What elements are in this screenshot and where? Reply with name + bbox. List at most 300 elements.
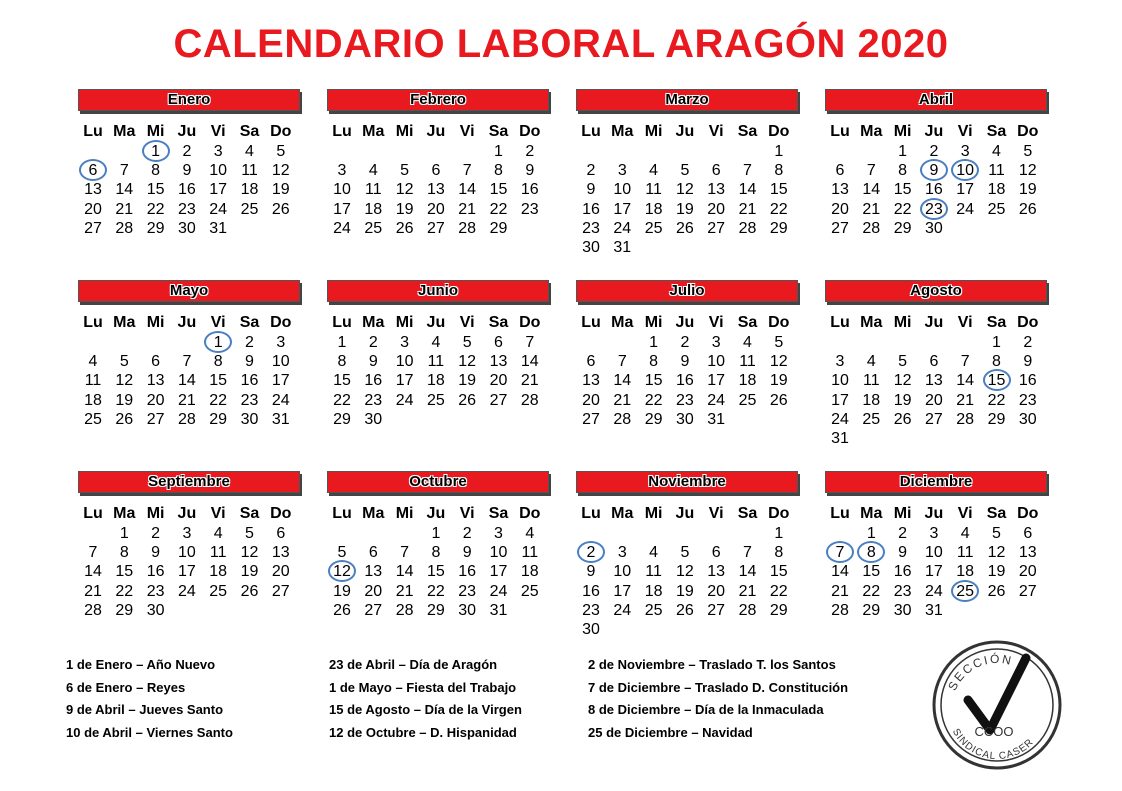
day-number: 30 [893,601,912,619]
day-number: 11 [739,353,756,371]
day-number: 8 [119,544,129,562]
holiday-item: 1 de Enero – Año Nuevo [66,657,216,672]
month-octubre [327,471,549,651]
weekday-label: Sa [986,314,1007,331]
day-number: 3 [617,162,627,180]
weekday-label: Mi [395,123,414,140]
day-number: 21 [115,200,134,218]
day-number: 22 [426,582,445,600]
month-name: Diciembre [899,473,973,490]
day-number: 14 [738,563,757,581]
day-number: 23 [893,582,912,600]
day-number: 22 [489,200,508,218]
day-number: 23 [364,391,383,409]
day-number: 5 [774,334,784,351]
day-number: 24 [956,200,975,218]
day-number: 4 [960,525,970,542]
day-number: 5 [400,162,410,180]
weekday-label: Mi [893,123,912,140]
day-number: 3 [960,143,970,160]
day-number: 25 [209,582,228,600]
day-number: 29 [115,601,134,619]
day-number: 1 [337,334,347,351]
weekday-label: Mi [644,123,663,140]
day-number: 2 [245,334,254,351]
day-number: 12 [893,372,912,390]
day-number: 17 [613,200,632,218]
day-number: 21 [738,200,757,218]
day-number: 28 [831,601,849,619]
weekday-label: Mi [893,505,912,522]
day-number: 8 [649,353,659,371]
holiday-item: 15 de Agosto – Día de la Virgen [329,702,522,717]
day-number: 7 [960,353,970,371]
month-marzo [576,89,798,269]
month-header [576,89,798,111]
weekday-label: Lu [332,505,352,522]
weekday-label: Sa [488,314,509,331]
day-number: 16 [520,181,539,199]
month-name: Septiembre [148,473,230,490]
day-number: 7 [88,544,98,562]
weekday-label: Ma [113,123,136,140]
day-number: 2 [586,544,596,562]
day-number: 9 [182,162,192,180]
day-number: 1 [431,525,441,542]
month-header [825,89,1047,111]
holiday-item: 7 de Diciembre – Traslado D. Constitución [588,679,849,695]
day-number: 15 [489,181,508,199]
day-number: 9 [368,353,378,371]
month-header [576,471,798,493]
month-mayo [78,280,300,460]
day-number: 29 [769,219,788,237]
day-number: 21 [395,582,414,600]
weekday-label: Vi [459,505,475,522]
month-febrero [327,89,549,269]
day-number: 19 [333,582,351,600]
day-number: 29 [426,601,445,619]
day-number: 19 [769,372,788,390]
weekday-label: Do [768,123,790,140]
weekday-label: Lu [581,123,601,140]
day-number: 19 [395,200,414,218]
day-number: 23 [1018,391,1037,409]
day-number: 13 [146,372,165,390]
day-number: 25 [956,582,975,600]
day-number: 19 [240,563,259,581]
day-number: 21 [520,372,539,390]
day-number: 10 [333,181,351,199]
day-number: 13 [1018,544,1037,562]
day-number: 6 [1023,525,1033,542]
day-number: 22 [333,391,351,409]
day-number: 26 [240,582,259,600]
day-number: 15 [987,372,1006,390]
day-number: 13 [271,544,290,562]
day-number: 30 [582,239,600,256]
day-number: 8 [337,353,347,371]
day-number: 18 [426,372,445,390]
day-number: 1 [119,525,129,542]
day-number: 23 [177,200,196,218]
day-number: 17 [707,372,726,390]
weekday-label: Ju [426,314,446,331]
day-number: 30 [458,601,477,619]
weekday-label: Do [768,314,790,331]
day-number: 17 [489,563,508,581]
day-number: 6 [151,353,161,371]
holiday-item: 1 de Mayo – Fiesta del Trabajo [329,679,517,695]
day-number: 11 [427,353,445,371]
day-number: 25 [364,219,383,237]
day-number: 29 [489,219,508,237]
day-number: 13 [84,181,102,199]
day-number: 20 [84,200,102,218]
day-number: 18 [987,181,1006,199]
month-name: Junio [418,282,458,299]
month-header [327,89,549,111]
weekday-label: Mi [644,505,663,522]
day-number: 26 [675,601,694,619]
day-number: 5 [276,143,286,160]
month-septiembre [78,471,300,651]
day-number: 19 [271,181,290,199]
weekday-label: Ju [924,314,944,331]
day-number: 27 [924,410,943,428]
day-number: 28 [115,219,134,237]
day-number: 14 [395,563,414,581]
day-number: 14 [458,181,477,199]
day-number: 28 [956,410,975,428]
day-number: 12 [271,162,290,180]
month-name: Abril [918,91,954,108]
holiday-item: 12 de Octubre – D. Hispanidad [329,724,517,740]
day-number: 25 [426,391,445,409]
day-number: 19 [893,391,912,409]
day-number: 28 [520,391,539,409]
day-number: 5 [898,353,908,371]
day-number: 28 [738,601,757,619]
day-number: 21 [831,582,849,600]
day-number: 13 [426,181,445,199]
day-number: 6 [586,353,596,371]
day-number: 30 [675,410,694,428]
day-number: 29 [209,410,228,428]
day-number: 25 [862,410,881,428]
day-number: 22 [987,391,1006,409]
day-number: 8 [151,162,161,180]
holiday-item: 23 de Abril – Día de Aragón [329,657,498,672]
month-header [78,471,300,493]
day-number: 20 [707,200,726,218]
day-number: 10 [489,544,508,562]
day-number: 16 [1018,372,1037,390]
weekday-label: Sa [239,123,260,140]
day-number: 5 [119,353,129,371]
day-number: 9 [1023,353,1033,371]
day-number: 3 [182,525,192,542]
month-header [825,471,1047,493]
day-number: 27 [84,219,102,237]
month-name: Febrero [410,91,466,108]
day-number: 23 [240,391,259,409]
day-number: 24 [395,391,414,409]
weekday-label: Ju [924,123,944,140]
day-number: 17 [333,200,351,218]
weekday-label: Ma [611,505,634,522]
weekday-label: Vi [708,123,724,140]
day-number: 9 [680,353,690,371]
weekday-label: Lu [830,505,850,522]
day-number: 14 [177,372,196,390]
day-number: 16 [582,200,600,218]
weekday-label: Vi [708,505,724,522]
month-abril [825,89,1047,269]
weekday-label: Mi [146,123,165,140]
day-number: 2 [1023,334,1033,351]
day-number: 2 [182,143,192,160]
day-number: 13 [924,372,943,390]
day-number: 22 [769,582,788,600]
weekday-label: Lu [581,314,601,331]
day-number: 2 [462,525,472,542]
day-number: 13 [489,353,508,371]
day-number: 1 [774,143,784,160]
day-number: 20 [831,200,849,218]
day-number: 6 [431,162,441,180]
day-number: 26 [458,391,477,409]
day-number: 4 [525,525,535,542]
day-number: 8 [866,544,876,562]
weekday-label: Ma [611,314,634,331]
weekday-label: Ma [362,505,385,522]
day-number: 10 [613,181,632,199]
day-number: 5 [680,162,690,180]
day-number: 2 [525,143,535,160]
weekday-label: Sa [986,123,1007,140]
weekday-label: Ju [426,505,446,522]
weekday-label: Ma [362,123,385,140]
day-number: 3 [494,525,503,542]
month-name: Agosto [910,282,962,299]
day-number: 10 [831,372,849,390]
day-number: 17 [271,372,290,390]
day-number: 12 [769,353,788,371]
day-number: 3 [400,334,410,351]
weekday-label: Vi [957,123,973,140]
weekday-label: Vi [210,123,226,140]
day-number: 19 [675,200,694,218]
weekday-label: Do [1017,123,1039,140]
day-number: 11 [988,162,1005,180]
day-number: 4 [866,353,876,371]
weekday-label: Vi [708,314,724,331]
day-number: 13 [831,181,849,199]
day-number: 16 [364,372,383,390]
weekday-label: Lu [83,314,103,331]
day-number: 24 [333,219,351,237]
day-number: 29 [146,219,165,237]
day-number: 18 [520,563,539,581]
weekday-label: Do [270,505,292,522]
weekday-label: Vi [210,505,226,522]
weekday-label: Do [270,314,292,331]
day-number: 14 [956,372,975,390]
day-number: 9 [929,162,939,180]
month-name: Noviembre [648,473,726,490]
day-number: 14 [613,372,632,390]
day-number: 24 [209,200,228,218]
day-number: 10 [924,544,943,562]
day-number: 11 [84,372,102,390]
day-number: 10 [177,544,196,562]
day-number: 5 [245,525,254,542]
day-number: 12 [675,181,694,199]
weekday-label: Lu [332,314,352,331]
day-number: 3 [276,334,286,351]
day-number: 18 [240,181,259,199]
day-number: 30 [924,219,943,237]
day-number: 20 [924,391,943,409]
day-number: 30 [146,601,165,619]
day-number: 19 [1018,181,1037,199]
day-number: 30 [1018,410,1037,428]
day-number: 15 [893,181,912,199]
day-number: 17 [831,391,849,409]
holiday-item: 25 de Diciembre – Navidad [588,724,753,740]
day-number: 20 [489,372,508,390]
day-number: 7 [462,162,472,180]
day-number: 25 [240,200,259,218]
day-number: 16 [146,563,165,581]
day-number: 21 [177,391,196,409]
day-number: 19 [675,582,694,600]
day-number: 31 [613,239,632,256]
day-number: 20 [271,563,290,581]
day-number: 15 [426,563,445,581]
weekday-label: Sa [737,505,758,522]
weekday-label: Ju [924,505,944,522]
day-number: 29 [893,219,912,237]
weekday-label: Mi [395,314,414,331]
weekday-label: Vi [459,314,475,331]
day-number: 4 [88,353,98,371]
day-number: 3 [711,334,721,351]
day-number: 1 [898,143,908,160]
day-number: 26 [769,391,788,409]
day-number: 30 [240,410,259,428]
day-number: 1 [151,143,161,160]
holiday-list-col-1 [66,654,233,744]
day-number: 16 [177,181,196,199]
day-number: 26 [1018,200,1037,218]
day-number: 25 [738,391,757,409]
weekday-label: Mi [146,314,165,331]
day-number: 5 [462,334,472,351]
day-number: 8 [494,162,503,180]
day-number: 1 [774,525,784,542]
day-number: 6 [494,334,503,351]
day-number: 2 [586,162,596,180]
day-number: 9 [245,353,254,371]
day-number: 8 [213,353,223,371]
day-number: 9 [586,563,596,581]
month-name: Marzo [665,91,709,108]
day-number: 10 [956,162,975,180]
day-number: 26 [271,200,290,218]
page-title: CALENDARIO LABORAL ARAGÓN 2020 [173,22,949,66]
day-number: 26 [675,219,694,237]
day-number: 10 [209,162,228,180]
day-number: 16 [675,372,694,390]
day-number: 16 [240,372,259,390]
day-number: 24 [924,582,943,600]
day-number: 13 [707,181,726,199]
day-number: 24 [831,410,849,428]
day-number: 16 [924,181,943,199]
day-number: 12 [987,544,1006,562]
day-number: 20 [1018,563,1037,581]
day-number: 24 [707,391,726,409]
day-number: 25 [644,601,663,619]
weekday-label: Lu [83,123,103,140]
day-number: 15 [115,563,134,581]
day-number: 19 [115,391,134,409]
day-number: 22 [893,200,912,218]
day-number: 17 [613,582,632,600]
day-number: 30 [582,621,600,638]
holiday-item: 6 de Enero – Reyes [66,679,186,695]
weekday-label: Vi [957,505,973,522]
holiday-item: 9 de Abril – Jueves Santo [66,702,224,717]
day-number: 3 [929,525,939,542]
month-header [78,280,300,302]
day-number: 9 [898,544,908,562]
weekday-label: Do [519,505,541,522]
day-number: 26 [395,219,414,237]
weekday-label: Vi [459,123,475,140]
holiday-list-col-2 [329,654,522,744]
day-number: 14 [84,563,102,581]
weekday-label: Ma [860,314,883,331]
day-number: 17 [177,563,196,581]
day-number: 10 [613,563,632,581]
weekday-label: Ma [611,123,634,140]
month-name: Octubre [409,473,467,490]
day-number: 7 [525,334,535,351]
day-number: 25 [84,410,102,428]
weekday-label: Ma [860,123,883,140]
day-number: 28 [613,410,632,428]
month-header [78,89,300,111]
day-number: 5 [680,544,690,562]
day-number: 6 [711,162,721,180]
day-number: 6 [835,162,845,180]
day-number: 20 [426,200,445,218]
weekday-label: Ma [113,314,136,331]
day-number: 2 [680,334,690,351]
day-number: 27 [707,219,726,237]
weekday-label: Mi [395,505,414,522]
weekday-label: Sa [986,505,1007,522]
day-number: 7 [743,162,752,180]
weekday-label: Mi [893,314,912,331]
month-header [327,280,549,302]
day-number: 19 [458,372,477,390]
day-number: 31 [489,601,508,619]
day-number: 25 [520,582,539,600]
